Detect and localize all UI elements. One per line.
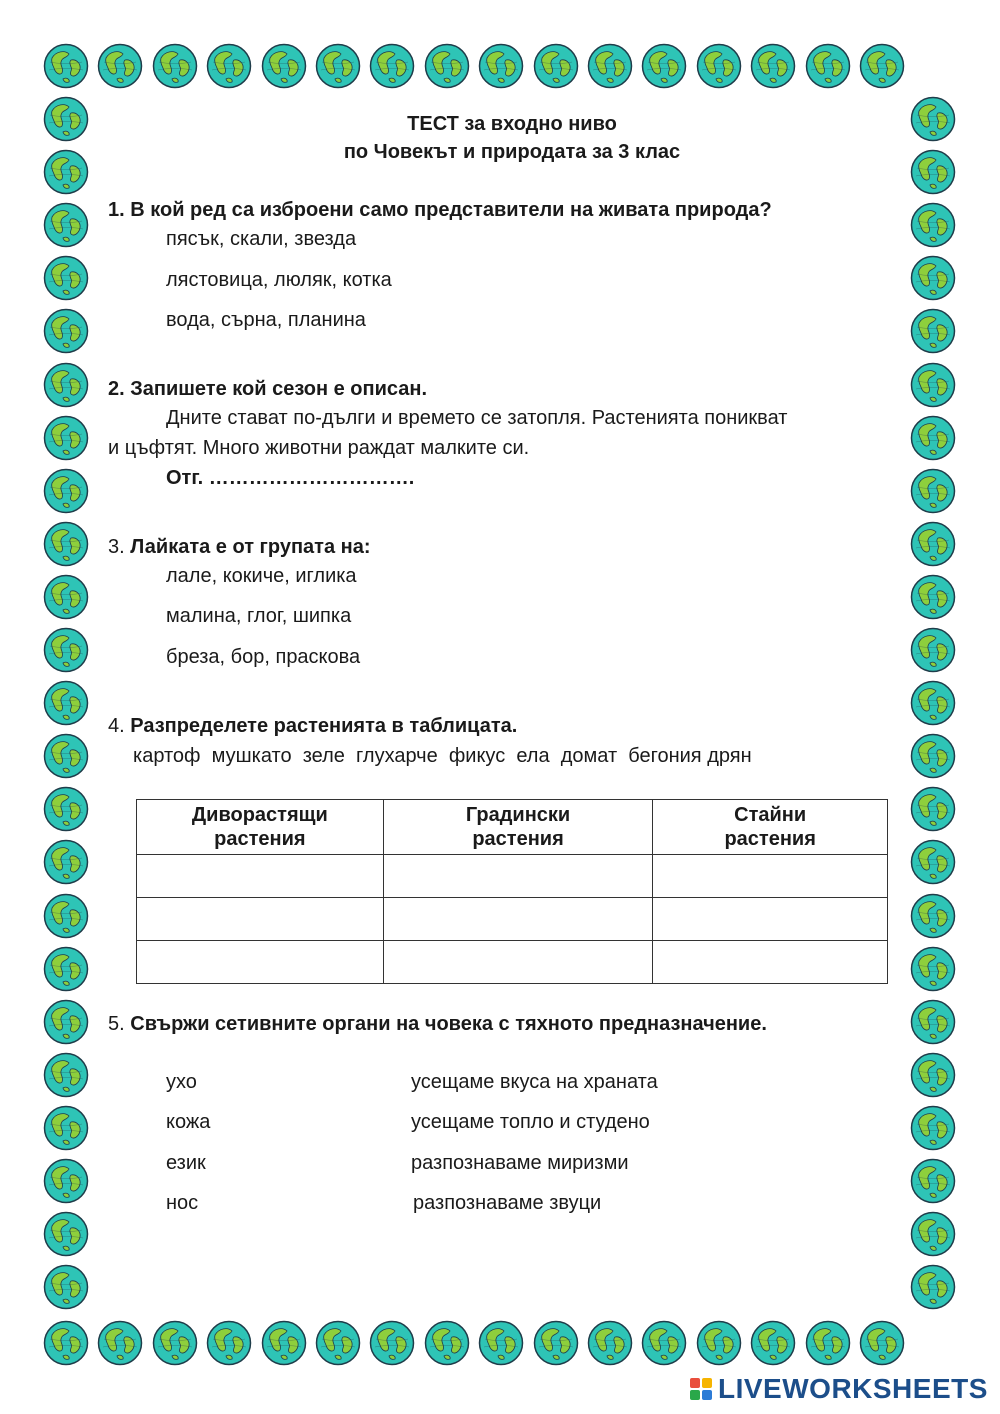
- globe-icon: [910, 202, 956, 248]
- header-line: Градински: [465, 804, 571, 826]
- globe-icon: [152, 1320, 198, 1366]
- globe-icon: [859, 1320, 905, 1366]
- globe-icon: [910, 1158, 956, 1204]
- q2-text-line1: Дните стават по-дълги и времето се затопля. Растенията поникват: [166, 407, 788, 429]
- drop-cell[interactable]: [137, 898, 384, 941]
- globe-icon: [43, 1211, 89, 1257]
- question-number: 5.: [108, 1013, 131, 1035]
- plant-word[interactable]: бегония: [628, 745, 702, 767]
- globe-icon: [910, 308, 956, 354]
- globe-icon: [910, 255, 956, 301]
- globe-icon: [261, 43, 307, 89]
- page-subtitle: по Човекът и природата за 3 клас: [343, 141, 681, 163]
- globe-icon: [43, 627, 89, 673]
- drop-cell[interactable]: [383, 941, 653, 984]
- globe-icon: [43, 680, 89, 726]
- drop-cell[interactable]: [653, 941, 888, 984]
- plant-word[interactable]: домат: [560, 745, 618, 767]
- q1-option[interactable]: пясък, скали, звезда: [166, 228, 357, 250]
- globe-icon: [369, 43, 415, 89]
- globe-icon: [315, 43, 361, 89]
- purpose-item[interactable]: усещаме вкуса на храната: [411, 1071, 658, 1093]
- globe-icon: [43, 1158, 89, 1204]
- plant-word[interactable]: картоф: [133, 745, 201, 767]
- globe-icon: [43, 999, 89, 1045]
- q3-option[interactable]: лале, кокиче, иглика: [166, 565, 357, 587]
- question-number: 3.: [108, 536, 131, 558]
- plant-words: [133, 744, 752, 768]
- globe-icon: [43, 255, 89, 301]
- organ-item[interactable]: нос: [166, 1192, 199, 1214]
- globe-icon: [859, 43, 905, 89]
- drop-cell[interactable]: [653, 898, 888, 941]
- globe-icon: [641, 1320, 687, 1366]
- logo-text: LIVEWORKSHEETS: [718, 1373, 988, 1404]
- drop-cell[interactable]: [383, 855, 653, 898]
- globe-icon: [97, 1320, 143, 1366]
- header-indoor-plants: [653, 800, 888, 855]
- globe-icon: [43, 308, 89, 354]
- purpose-item[interactable]: усещаме топло и студено: [411, 1111, 650, 1133]
- globe-icon: [43, 946, 89, 992]
- plant-word[interactable]: ела: [516, 745, 550, 767]
- globe-icon: [910, 362, 956, 408]
- globe-icon: [533, 43, 579, 89]
- table-row: [137, 941, 888, 984]
- globe-icon: [910, 946, 956, 992]
- q3-option[interactable]: малина, глог, шипка: [166, 605, 352, 627]
- globe-icon: [910, 521, 956, 567]
- table-row: [137, 898, 888, 941]
- page-title: ТЕСТ за входно ниво: [407, 113, 617, 135]
- globe-icon: [43, 786, 89, 832]
- globe-icon: [910, 415, 956, 461]
- drop-cell[interactable]: [137, 941, 384, 984]
- globe-icon: [910, 999, 956, 1045]
- globe-icon: [43, 893, 89, 939]
- globe-icon: [641, 43, 687, 89]
- globe-icon: [152, 43, 198, 89]
- globe-icon: [910, 1105, 956, 1151]
- globe-icon: [750, 1320, 796, 1366]
- table-row: [137, 855, 888, 898]
- question-4: [108, 714, 517, 738]
- q2-answer-field[interactable]: Отг. ………………………….: [166, 467, 415, 489]
- purpose-item[interactable]: разпознаваме миризми: [411, 1152, 629, 1174]
- globe-icon: [43, 1105, 89, 1151]
- globe-icon: [43, 1320, 89, 1366]
- question-text: Разпределете растенията в таблицата.: [130, 715, 518, 737]
- globe-icon: [315, 1320, 361, 1366]
- globe-icon: [910, 680, 956, 726]
- plant-word[interactable]: глухарче: [356, 745, 438, 767]
- globe-icon: [43, 468, 89, 514]
- header-line: растения: [472, 828, 564, 850]
- header-garden-plants: [383, 800, 653, 855]
- q1-option[interactable]: лястовица, люляк, котка: [166, 269, 392, 291]
- question-1: 1. В кой ред са изброени само представители на живата природа?: [108, 199, 772, 221]
- plant-word[interactable]: мушкато: [211, 745, 292, 767]
- globe-icon: [43, 415, 89, 461]
- globe-icon: [587, 43, 633, 89]
- globe-icon: [43, 202, 89, 248]
- globe-icon: [910, 1211, 956, 1257]
- question-2: 2. Запишете кой сезон е описан.: [108, 378, 428, 400]
- question-number: 4.: [108, 715, 131, 737]
- drop-cell[interactable]: [383, 898, 653, 941]
- plants-table: [136, 799, 888, 984]
- globe-icon: [424, 43, 470, 89]
- plant-word[interactable]: дрян: [707, 745, 752, 767]
- globe-icon: [910, 627, 956, 673]
- globe-icon: [910, 468, 956, 514]
- globe-icon: [369, 1320, 415, 1366]
- globe-icon: [478, 1320, 524, 1366]
- plant-word[interactable]: фикус: [448, 745, 506, 767]
- purpose-item[interactable]: разпознаваме звуци: [413, 1192, 602, 1214]
- globe-icon: [261, 1320, 307, 1366]
- header-line: растения: [214, 828, 306, 850]
- question-text: Свържи сетивните органи на човека с тяхното предназначение.: [130, 1013, 767, 1035]
- organ-item[interactable]: език: [166, 1152, 206, 1174]
- globe-icon: [43, 43, 89, 89]
- header-line: Стайни: [734, 804, 807, 826]
- q2-text-line2: и цъфтят. Много животни раждат малките си.: [108, 437, 530, 459]
- organ-item[interactable]: кожа: [166, 1111, 211, 1133]
- globe-icon: [805, 43, 851, 89]
- globe-icon: [206, 43, 252, 89]
- globe-icon: [910, 574, 956, 620]
- globe-icon: [43, 1052, 89, 1098]
- globe-icon: [696, 1320, 742, 1366]
- q1-option[interactable]: вода, сърна, планина: [166, 309, 366, 331]
- globe-icon: [43, 574, 89, 620]
- question-text: Лайката е от групата на:: [130, 536, 371, 558]
- globe-icon: [43, 839, 89, 885]
- header-line: Диворастящи: [191, 804, 328, 826]
- globe-icon: [587, 1320, 633, 1366]
- globe-icon: [43, 521, 89, 567]
- globe-icon: [43, 362, 89, 408]
- globe-icon: [910, 839, 956, 885]
- globe-icon: [43, 733, 89, 779]
- globe-icon: [910, 893, 956, 939]
- globe-icon: [910, 733, 956, 779]
- globe-icon: [478, 43, 524, 89]
- liveworksheets-logo: [690, 1374, 988, 1404]
- globe-icon: [533, 1320, 579, 1366]
- q3-option[interactable]: бреза, бор, праскова: [166, 646, 361, 668]
- question-3: [108, 535, 371, 559]
- globe-icon: [97, 43, 143, 89]
- plant-word[interactable]: зеле: [302, 745, 345, 767]
- header-line: растения: [724, 828, 816, 850]
- question-5: [108, 1012, 767, 1036]
- globe-icon: [206, 1320, 252, 1366]
- globe-icon: [910, 1264, 956, 1310]
- globe-icon: [750, 43, 796, 89]
- globe-icon: [696, 43, 742, 89]
- globe-icon: [43, 1264, 89, 1310]
- globe-icon: [805, 1320, 851, 1366]
- header-wild-plants: [137, 800, 384, 855]
- logo-mark-icon: [690, 1378, 712, 1400]
- drop-cell[interactable]: [653, 855, 888, 898]
- globe-icon: [910, 786, 956, 832]
- table-header-row: [137, 800, 888, 855]
- organ-item[interactable]: ухо: [166, 1071, 197, 1093]
- globe-icon: [424, 1320, 470, 1366]
- drop-cell[interactable]: [137, 855, 384, 898]
- globe-icon: [910, 1052, 956, 1098]
